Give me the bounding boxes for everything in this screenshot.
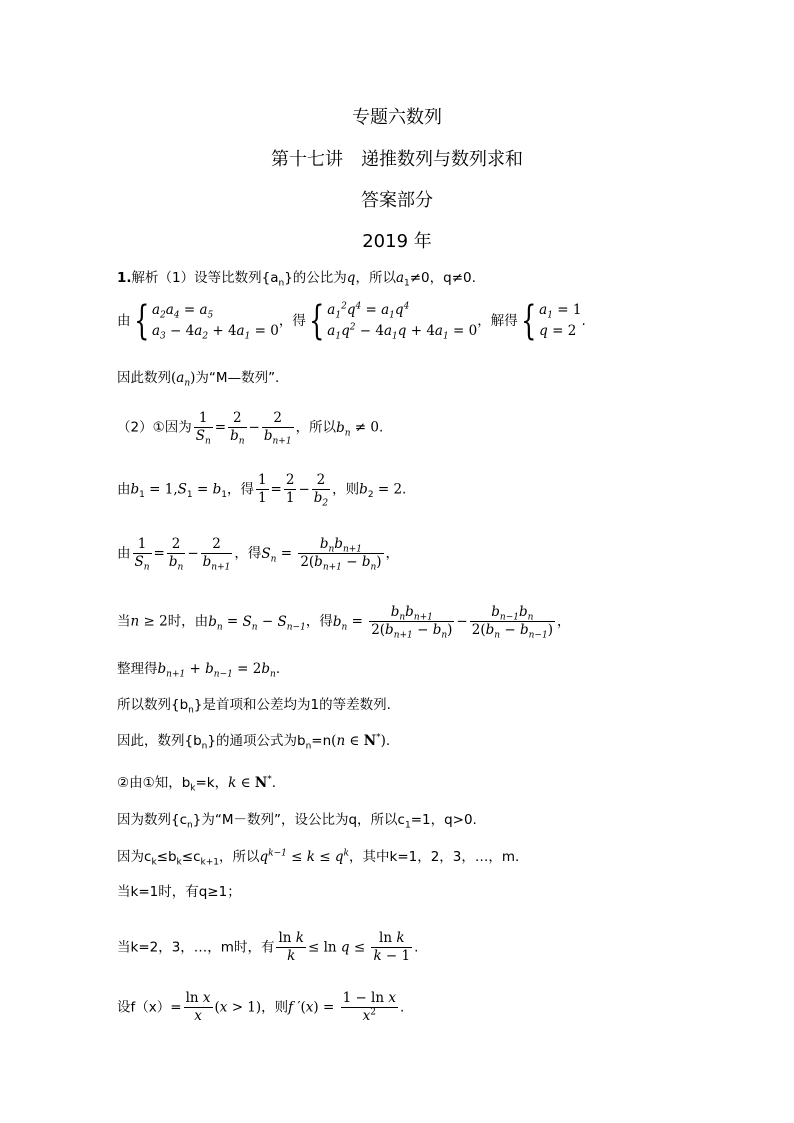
solution-line-9: 所以数列$\{b_n\}$是首项和公差均为1的等差数列. — [117, 697, 391, 716]
solution-line-13: 因为$c_k\le b_k\le c_{k+1}$，所以$q^{k-1} \le k \le q^k$，其中k=1，2，3，…，m. — [117, 848, 520, 868]
solution-line-3: 因此数列$(a_n)$为“M—数列”. — [117, 370, 280, 389]
solution-line-6: 由 $\frac{1}{S_n}$ = $\frac{2}{b_n}$ − $\frac{2}{b_{n+1}}$ ，得$S_n$ = $\frac{b_nb_{n+1}}{2(b_{n+1} - b_n)}$ ， — [117, 536, 400, 573]
solution-line-12: 因为数列$\{c_n\}$为“M－数列”，设公比为q，所以$c_1=1$，q>0. — [117, 812, 477, 831]
solution-line-16: 设f（x）= $\frac{\text{ln x}}{x}$ (x > 1)，则f ′(x) = $\frac{\text{1 − ln x}}{x^2}$ . — [117, 990, 405, 1024]
solution-line-7: 当n ≥ 2时，由$b_n = S_n - S_{n-1}$，得$b_n$ = $\frac{b_nb_{n+1}}{2(b_{n+1} - b_n)}$ − $\frac{b_{n-1}b_n}{2(b_n - b_{n-1})}$ ， — [117, 604, 571, 641]
solution-line-14: 当k=1时，有q≥1； — [117, 884, 241, 900]
answers-title: 答案部分 — [361, 190, 433, 211]
lecture-title: 第十七讲 递推数列与数列求和 — [271, 149, 523, 170]
solution-line-4: （2）①因为 $\frac{1}{S_n}$ = $\frac{2}{b_n}$ − $\frac{2}{b_{n+1}}$ ，所以$b_n \ne 0$. — [117, 410, 384, 447]
solution-line-10: 因此，数列$\{b_n\}$的通项公式为$b_n=n(n$ ∈ N*). — [117, 732, 391, 752]
solution-line-11: ②由①知，$b_k=k$，k ∈ N*. — [117, 774, 277, 794]
solution-line-1: 1.解析（1）设等比数列$\{a_n\}$的公比为q，所以$a_1\ne 0$，q≠0. — [117, 270, 476, 289]
solution-line-8: 整理得$b_{n+1} + b_{n-1} = 2b_n$. — [117, 661, 281, 680]
solution-line-15: 当k=2，3，…，m时，有 $\frac{\text{ln k}}{k}$ ≤ ln q ≤ $\frac{\text{ln k}}{k - 1}$ . — [117, 930, 419, 964]
solution-line-5: 由$b_1 = 1,S_1 = b_1$，得 $\frac{1}{1}$ = $\frac{2}{1}$ − $\frac{2}{b_2}$ ，则$b_2 = 2$. — [117, 472, 407, 509]
solution-line-2: 由{ $a_2a_4 = a_5$ $a_3 - 4a_2 + 4a_1 = 0$ ，得{ $a_1^2q^4 = a_1q^4$ $a_1q^2 - 4a_1q + 4a_1 = 0$ ，解得{ $a_1 = 1$ q = 2 . — [117, 298, 586, 344]
year-title: 2019 年 — [362, 231, 432, 252]
topic-title: 专题六数列 — [352, 107, 442, 128]
